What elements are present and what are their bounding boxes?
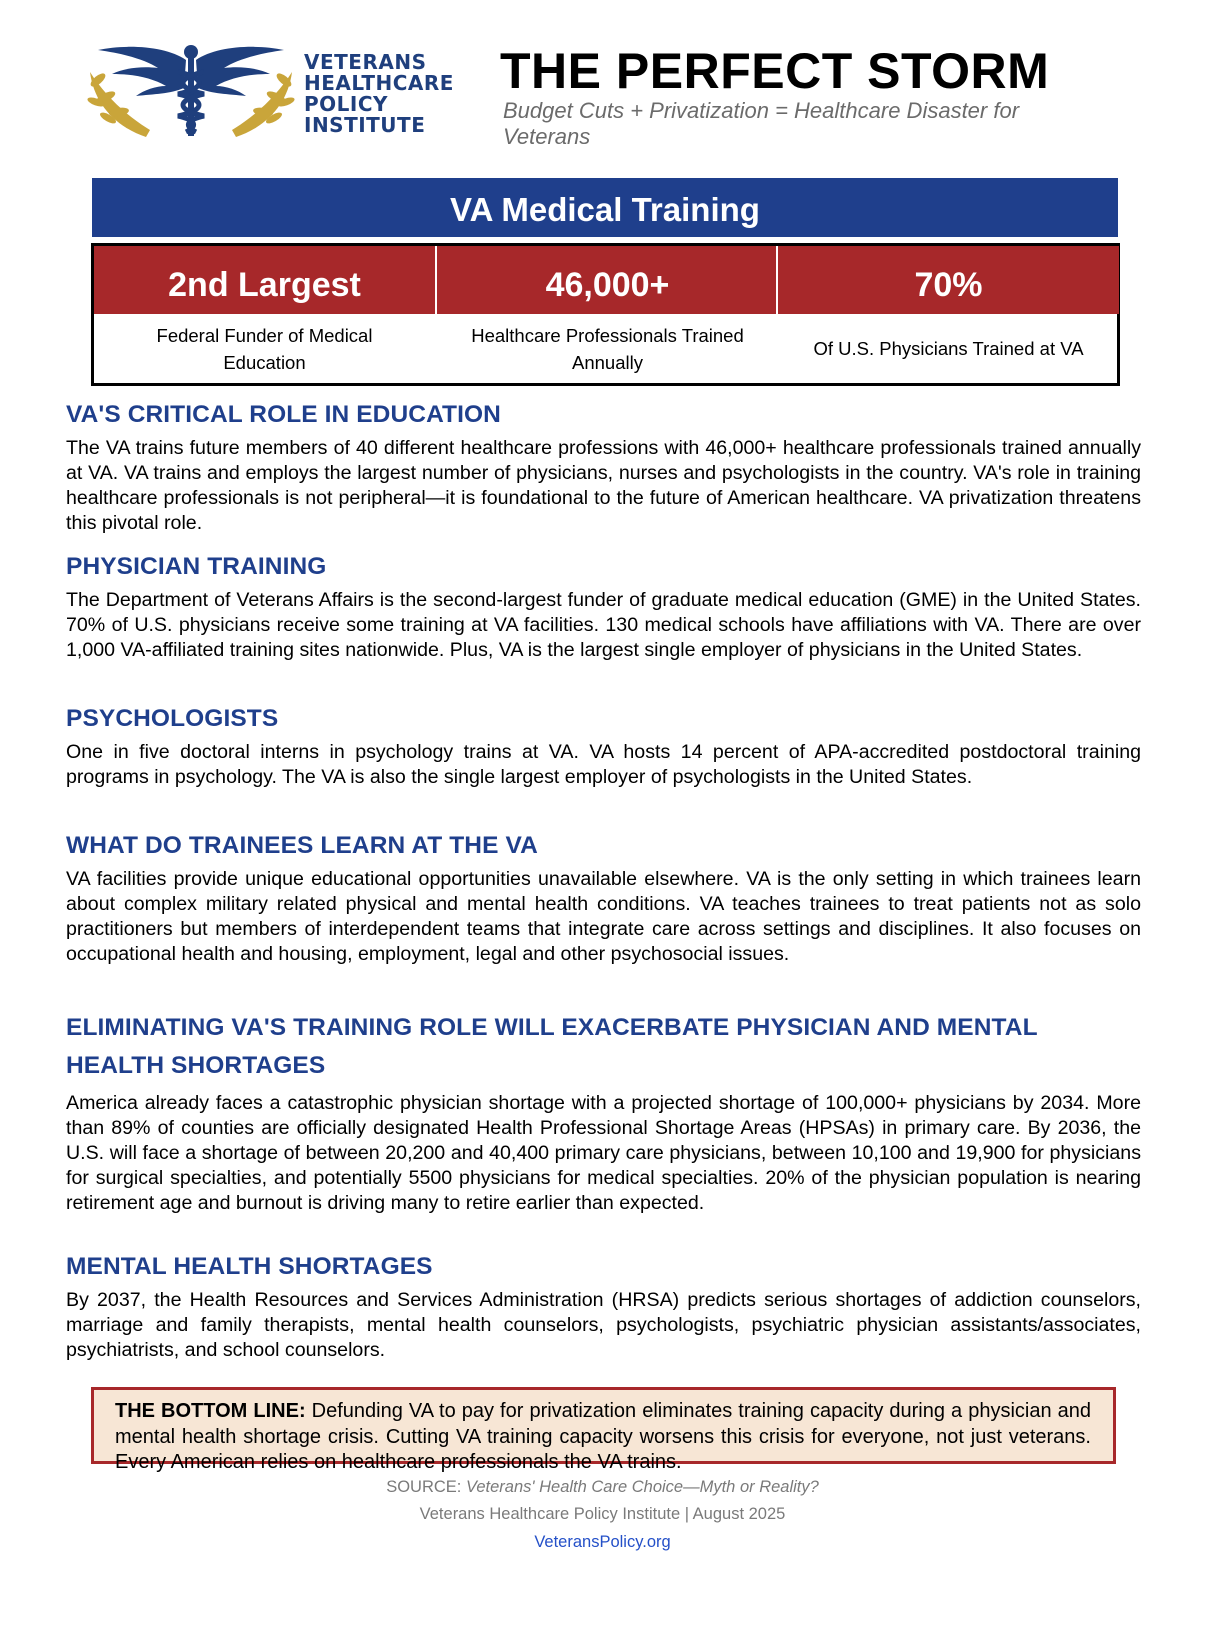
- stat-value: 46,000+: [437, 246, 778, 314]
- section-heading: PHYSICIAN TRAINING: [66, 553, 327, 580]
- stat-value: 2nd Largest: [94, 246, 435, 314]
- footer-source: [0, 1478, 1205, 1497]
- section-body: The VA trains future members of 40 different healthcare professions with 46,000+ healthcare professionals trained annually at VA. VA trains and employs the largest number of physicians, nurses and psychologists in the country. VA's role in training healthcare professionals is not peripheral—it is foundational to the future of American healthcare. VA privatization threatens this pivotal role.: [66, 437, 1141, 534]
- logo-line: POLICY: [304, 92, 389, 116]
- section-heading: ELIMINATING VA'S TRAINING ROLE WILL EXACERBATE PHYSICIAN AND MENTAL HEALTH SHORTAGES: [66, 1014, 1038, 1079]
- bottom-line-callout: [91, 1387, 1116, 1473]
- logo: [86, 42, 456, 142]
- page-title: THE PERFECT STORM: [500, 43, 1050, 99]
- caduceus-logo-icon: [86, 42, 296, 142]
- logo-line: VETERANS: [304, 50, 427, 74]
- footer-source-title: Veterans' Health Care Choice—Myth or Reality?: [465, 1478, 819, 1496]
- section-heading: MENTAL HEALTH SHORTAGES: [66, 1253, 433, 1280]
- stat-cell: [435, 246, 778, 383]
- section-body: One in five doctoral interns in psychology trains at VA. VA hosts 14 percent of APA-accredited postdoctoral training programs in psychology. The VA is also the single largest employer of psychologists in the United States.: [66, 741, 1141, 788]
- logo-line: INSTITUTE: [304, 113, 426, 137]
- section-heading: WHAT DO TRAINEES LEARN AT THE VA: [66, 832, 538, 859]
- section-body: The Department of Veterans Affairs is the second-largest funder of graduate medical education (GME) in the United States. 70% of U.S. physicians receive some training at VA facilities. 130 medical schools have affiliations with VA. There are over 1,000 VA-affiliated training sites nationwide. Plus, VA is the largest single employer of physicians in the United States.: [66, 589, 1141, 661]
- stat-label: Federal Funder of Medical Education: [156, 324, 373, 373]
- footer-org-date: Veterans Healthcare Policy Institute | August 2025: [419, 1505, 786, 1523]
- section-body: By 2037, the Health Resources and Services Administration (HRSA) predicts serious shortages of addiction counselors, marriage and family therapists, mental health counselors, psychologists, psychiatric physician assistants/associates, psychiatrists, and school counselors.: [66, 1289, 1141, 1361]
- logo-wordmark: [304, 52, 454, 136]
- stats-table: [91, 243, 1120, 386]
- section-body: America already faces a catastrophic physician shortage with a projected shortage of 100,000+ physicians by 2034. More than 89% of counties are officially designated Health Professional Shortage Areas (HPSAs) in primary care. By 2036, the U.S. will face a shortage of between 20,200 and 40,400 primary care physicians, between 10,100 and 19,900 for physicians for surgical specialties, and potentially 5500 physicians for medical specialties. 20% of the physician population is nearing retirement age and burnout is driving many to retire earlier than expected.: [66, 1092, 1141, 1214]
- section-psychologists: [66, 705, 1141, 790]
- stat-cell: [94, 246, 435, 383]
- footer-website-link[interactable]: VeteransPolicy.org: [534, 1533, 671, 1551]
- section-eliminating-training: [66, 1009, 1141, 1216]
- bottom-line-label: THE BOTTOM LINE:: [115, 1400, 306, 1422]
- section-heading: PSYCHOLOGISTS: [66, 705, 279, 732]
- footer-source-label: SOURCE:: [386, 1478, 466, 1496]
- section-body: VA facilities provide unique educational opportunities unavailable elsewhere. VA is the only setting in which trainees learn about complex military related physical and mental health conditions. VA teaches trainees to treat patients not as solo practitioners but members of interdependent teams that integrate care across settings and disciplines. It also focuses on occupational health and housing, employment, legal and other psychosocial issues.: [66, 868, 1141, 965]
- section-mental-health-shortages: [66, 1253, 1141, 1363]
- stats-banner: VA Medical Training: [92, 178, 1118, 237]
- stat-value: 70%: [778, 246, 1119, 314]
- stat-cell: [776, 246, 1119, 383]
- logo-line: HEALTHCARE: [304, 71, 454, 95]
- section-physician-training: [66, 553, 1141, 663]
- bottom-line-text: Defunding VA to pay for privatization eliminates training capacity during a physician and mental health shortage crisis. Cutting VA training capacity worsens this crisis for everyone, not just veterans. Every American relies on healthcare professionals the VA trains.: [115, 1400, 1091, 1473]
- section-critical-role: [66, 401, 1141, 536]
- stat-label: Of U.S. Physicians Trained at VA: [813, 338, 1084, 359]
- section-trainees-learn: [66, 832, 1141, 967]
- page-subtitle: Budget Cuts + Privatization = Healthcare Disaster for Veterans: [503, 98, 1020, 149]
- stat-label: Healthcare Professionals Trained Annually: [471, 324, 744, 373]
- section-heading: VA'S CRITICAL ROLE IN EDUCATION: [66, 401, 501, 428]
